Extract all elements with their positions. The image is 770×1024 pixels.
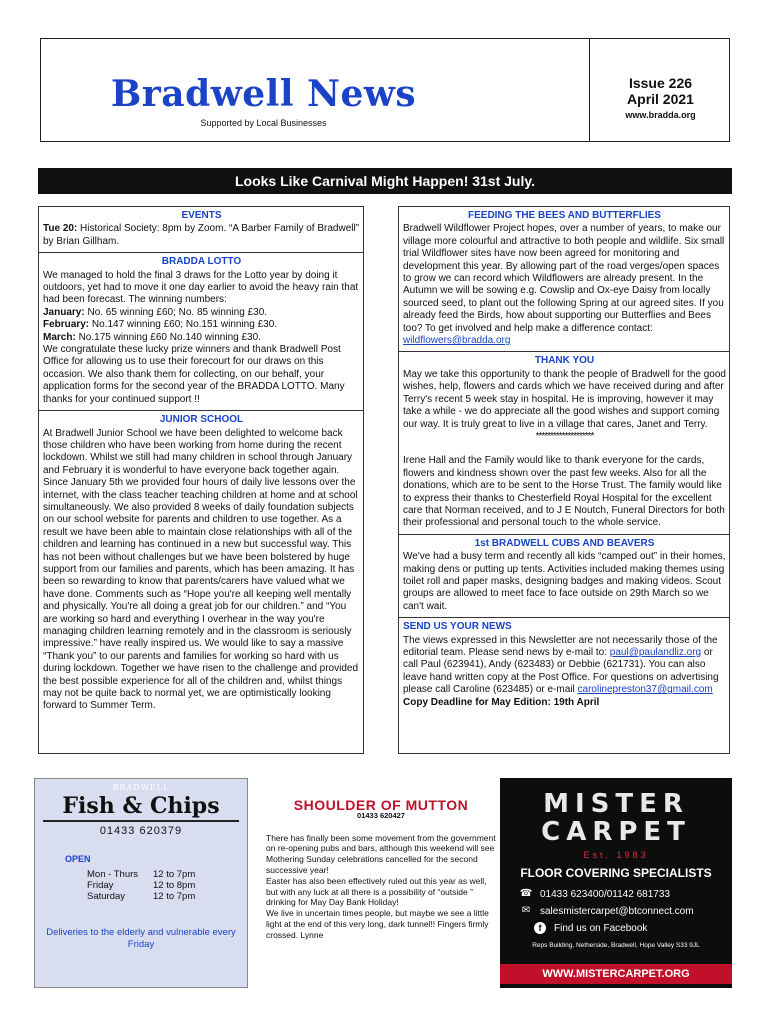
hours-row <box>87 891 195 902</box>
lotto-february <box>43 319 360 331</box>
website-link[interactable]: www.bradda.org <box>625 110 696 120</box>
envelope-icon: ✉ <box>521 905 531 916</box>
junior-school-heading: JUNIOR SCHOOL <box>159 414 244 426</box>
hours-days: Saturday <box>87 891 126 902</box>
lotto-march <box>43 332 360 344</box>
carpet-website[interactable]: WWW.MISTERCARPET.ORG <box>500 964 732 984</box>
pub-ad-paragraph: We live in uncertain times people, but maybe we see a little light at the end of this very long, dark tunnel!! Fingers firmly crossed. Lynne <box>266 908 489 940</box>
fish-ad-title: Fish & Chips <box>43 793 239 822</box>
thank-you-separator: ******************** <box>535 430 594 442</box>
hours-days: Mon - Thurs <box>87 869 139 880</box>
carpet-phone-line <box>518 888 670 900</box>
masthead <box>40 38 730 142</box>
bees-section <box>399 207 729 352</box>
send-news-body-1: The views expressed in this Newsletter are not necessarily those of the editorial team. Please send news by e-mail to: <box>403 634 718 658</box>
lotto-february-text: No.147 winning £60; No.151 winning £30. <box>89 319 278 331</box>
hours-time: 12 to 8pm <box>153 880 196 891</box>
cubs-heading: 1st BRADWELL CUBS AND BEAVERS <box>474 537 655 549</box>
logo-line-1: MISTER <box>543 789 689 819</box>
shoulder-of-mutton-ad <box>266 797 496 941</box>
lotto-january <box>43 307 360 319</box>
copy-deadline-text: Copy Deadline for May Edition: 19th April <box>403 696 600 708</box>
spacer <box>403 443 726 455</box>
lotto-march-label: March: <box>43 331 76 343</box>
events-text <box>43 223 360 248</box>
events-heading: EVENTS <box>181 210 222 221</box>
junior-school-text: At Bradwell Junior School we have been delighted to welcome back those children who have been working from home during the recent lockdown. Whilst we still had many children in school through January and February it is wonderful to have everyone back together again. Since January 5th we provided four hours of daily live lessons over the internet, with the class teacher teaching children at home and at school simultaneously. We also provided 8 weeks of daily foundation subjects on our school website for parents and children to use together. As a result we have been able to maintain close relationships with all of the children and learning has continued in a new but successful way. This has not been without challenges but we have been bolstered by huge support from our families and parents, which has been amazing. It has been so rewarding to know that parents/carers have valued what we have done. Comments such as “Hope you're all keeping well mentally and physically. You're all doing a great job for our children.” and “You are working so hard and everything I overhear in the way you're managing children learning remotely and in the classroom is seriously impressive.” have really inspired us. We would like to say a massive “Thank you” to our parents and families for working so hard with us during lockdown. Together we have risen to the challenge and provided the best possible experience for all of the children and, whilst things may not be quite back to normal yet, we are optimistically looking forward to Summer Term. <box>43 427 359 712</box>
send-news-text <box>403 635 726 697</box>
hours-row <box>87 880 195 891</box>
issue-info <box>590 75 731 107</box>
pub-ad-title: SHOULDER OF MUTTON <box>293 797 469 813</box>
thank-you-heading: THANK YOU <box>534 355 595 367</box>
newsletter-subtitle: Supported by Local Businesses <box>200 118 327 128</box>
events-description: Historical Society: 8pm by Zoom. “A Barber Family of Bradwell” by Brian Gillham. <box>43 223 360 247</box>
lotto-january-label: January: <box>43 306 85 318</box>
carpet-email: salesmistercarpet@btconnect.com <box>540 905 694 917</box>
bees-text <box>403 223 726 347</box>
send-news-section <box>399 618 729 713</box>
carpet-address: Reps Building, Netherside, Bradwell, Hope Valley S33 9JL <box>532 942 700 949</box>
bees-body: Bradwell Wildflower Project hopes, over a number of years, to make our village more colourful and attractive to both people and wildlife. Six small trial Wildflower sites have now been agreed for monitoring and development this year. By allowing part of the road verges/open spaces to grow we can record which Wildflowers are already present. In the Autumn we will be sowing e.g. Cowslip and Ox-eye Daisy from locally sourced seed, to plant out the following Spring at our agreed sites. If you already feed the Birds, how about supporting our Butterflies and Bees too? To get involved and help make a difference contact: <box>403 223 725 334</box>
fish-ad-location: BRADWELL <box>112 783 170 792</box>
pub-ad-phone: 01433 620427 <box>357 810 405 820</box>
fish-ad-open-label: OPEN <box>65 854 91 864</box>
paul-email-link[interactable]: paul@paulandliz.org <box>609 647 702 658</box>
carpet-email-line <box>518 905 694 917</box>
fish-ad-delivery-note: Deliveries to the elderly and vulnerable every Friday <box>46 927 236 950</box>
events-section <box>39 207 363 253</box>
junior-school-section <box>39 411 363 717</box>
logo-line-2: CARPET <box>541 817 691 847</box>
hours-time: 12 to 7pm <box>153 869 196 880</box>
copy-deadline <box>403 697 726 709</box>
lotto-january-text: No. 65 winning £60; No. 85 winning £30. <box>84 306 268 318</box>
hours-row <box>87 869 195 880</box>
lotto-february-label: February: <box>43 319 90 331</box>
lotto-march-text: No.175 winning £60 No.140 winning £30. <box>75 331 261 343</box>
left-column <box>38 206 364 754</box>
issue-number: Issue 226 <box>628 75 693 91</box>
fish-and-chips-ad <box>34 778 248 988</box>
cubs-text: We've had a busy term and recently all kids “camped out” in their homes, making dens or putting up tents. Activities included making themes using toilet roll and paper masks, designing badges and making videos. Scout groups are allowed to meet face to face outside on 29th March so we can't wait. <box>403 551 726 612</box>
lotto-section <box>39 253 363 411</box>
newsletter-title: Bradwell News <box>110 73 417 115</box>
right-column <box>398 206 730 754</box>
phone-icon: ☎ <box>519 888 533 899</box>
mister-carpet-logo <box>500 790 732 846</box>
issue-box <box>589 39 730 141</box>
bees-heading: FEEDING THE BEES AND BUTTERFLIES <box>468 210 661 221</box>
thank-you-section <box>399 352 729 534</box>
lotto-intro: We managed to hold the final 3 draws for the Lotto year by doing it outdoors, yet had to move it one day earlier to avoid the heavy rain that had been forecast. The winning numbers: <box>43 269 359 306</box>
wildflowers-email-link[interactable]: wildflowers@bradda.org <box>403 335 511 347</box>
hours-time: 12 to 7pm <box>153 891 196 902</box>
issue-date: April 2021 <box>627 91 694 107</box>
facebook-icon: f <box>534 922 546 934</box>
fish-ad-phone: 01433 620379 <box>99 825 183 837</box>
masthead-title-area <box>41 39 486 141</box>
carpet-established: Est. 1983 <box>583 850 649 860</box>
lotto-heading: BRADDA LOTTO <box>161 256 242 268</box>
events-date: Tue 20: <box>43 223 78 235</box>
send-news-heading: SEND US YOUR NEWS <box>403 621 512 633</box>
carpet-facebook-line <box>534 922 647 934</box>
send-news-body-2: or call Paul (623941), Andy (623483) or Debbie (621731). You can also leave hand written copy at the Post Office. For questions on advertising please call Caroline (623485) or e-mail <box>403 647 719 696</box>
headline-banner: Looks Like Carnival Might Happen! 31st July. <box>38 168 732 194</box>
carpet-phone: 01433 623400/01142 681733 <box>540 888 670 900</box>
hours-days: Friday <box>87 880 114 891</box>
caroline-email-link[interactable]: carolinepreston37@gmail.com <box>577 684 713 696</box>
lotto-outro: We congratulate these lucky prize winners and thank Bradwell Post Office for allowing us to use their forecourt for our draws on this occasion. We also thank them for collecting, on our behalf, your application forms for the second year of the BRADDA LOTTO. Many thanks for your continued support !! <box>43 344 345 405</box>
thank-you-text-2: Irene Hall and the Family would like to thank everyone for the cards, flowers and kindness shown over the past few weeks. Also for all the donations, which are to be sent to the Horse Trust. The family would like to express their thanks to Chesterfield Royal Hospital for the excellent care that Norman received, and to J E Noutch, Funeral Directors for both their professional and personal touch to the whole service. <box>403 455 725 529</box>
mister-carpet-ad <box>500 778 732 988</box>
fish-ad-hours <box>87 869 195 902</box>
thank-you-text-1: May we take this opportunity to thank the people of Bradwell for the good wishes, help, flowers and cards which we have received during and after Terry's recent 5 week stay in hospital. He is improving, however it may take a while - we do appreciate all the good wishes and support coming our way. It is truly great to live in a village that cares, Janet and Terry. <box>403 368 726 430</box>
pub-ad-paragraph: There has finally been some movement from the government on re-opening pubs and bars, although this weekend will see Mothering Sunday celebrations cancelled for the second successive year! <box>266 832 496 875</box>
carpet-facebook: Find us on Facebook <box>554 922 648 934</box>
carpet-tagline: FLOOR COVERING SPECIALISTS <box>520 866 712 880</box>
pub-ad-paragraph: Easter has also been effectively ruled out this year as well, but with any luck at all there is a possibility of “outside ” drinking for May Day Bank Holiday! <box>266 875 487 908</box>
pub-ad-body <box>266 833 496 941</box>
cubs-section <box>399 535 729 618</box>
